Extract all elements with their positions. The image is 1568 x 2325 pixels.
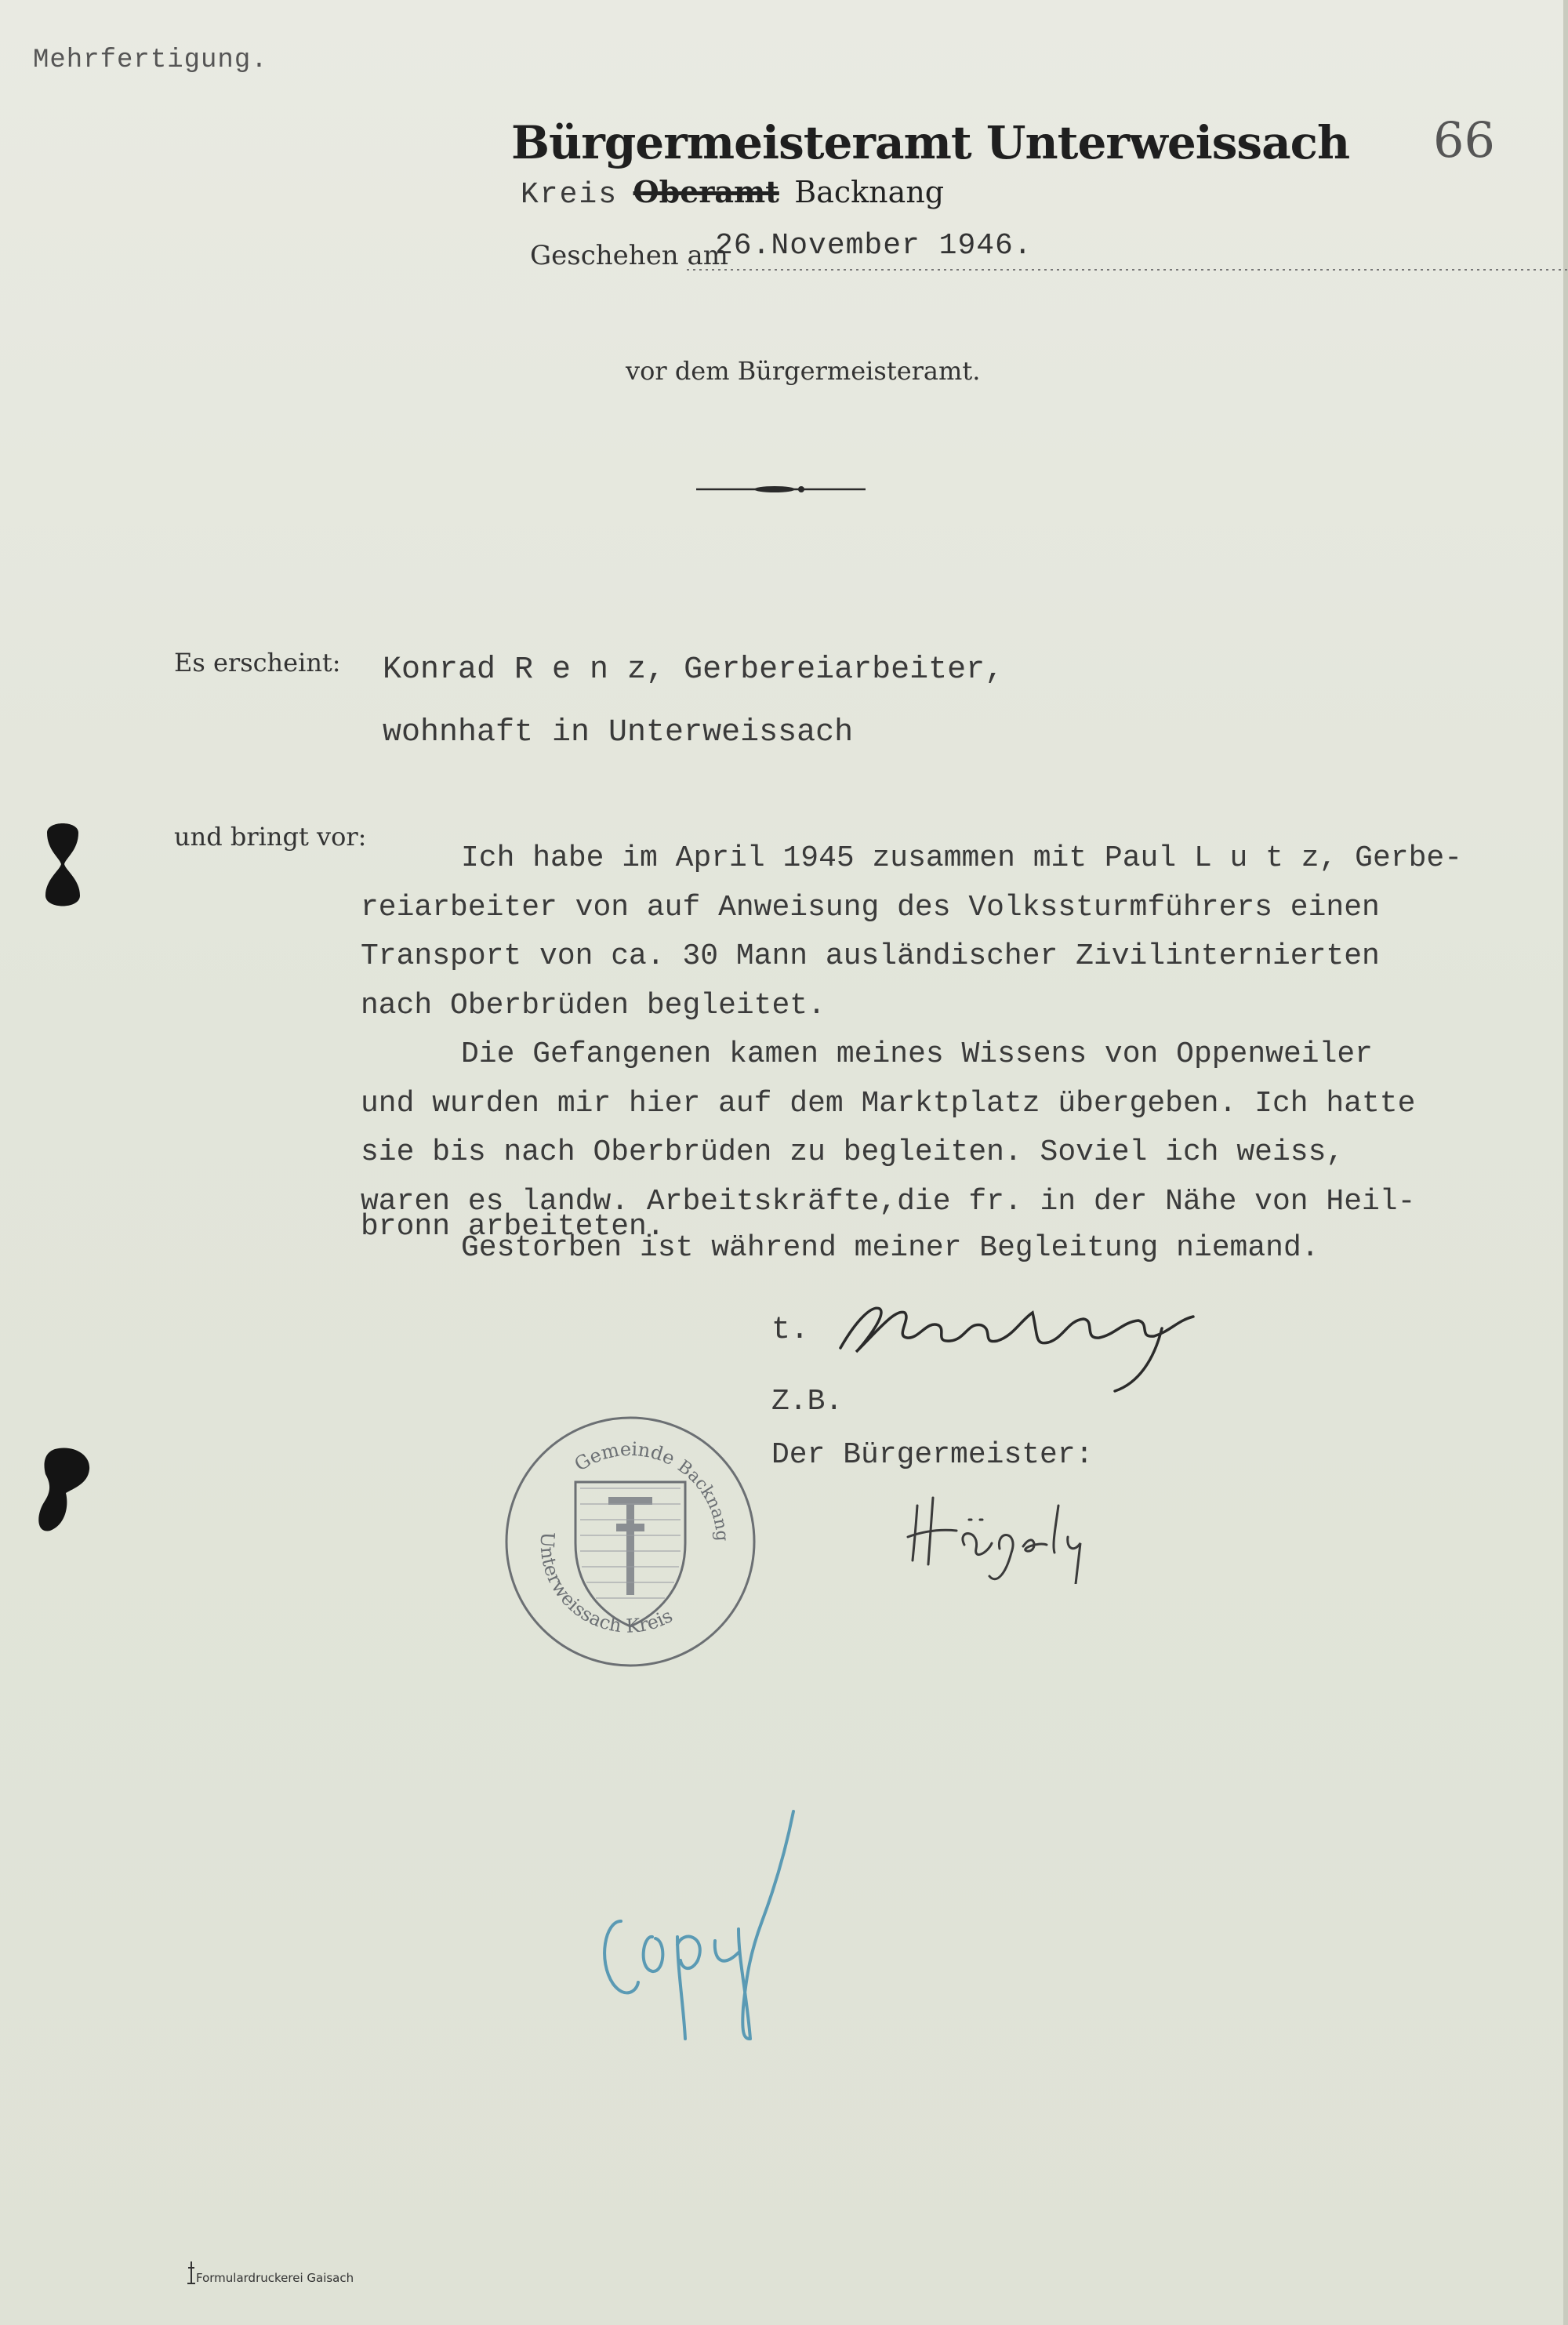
municipal-stamp [499,1410,762,1673]
district-name: Backnang [794,175,945,209]
mayor-label: Der Bürgermeister: [771,1438,1094,1472]
divider-ornament [696,485,866,494]
signature-renz [833,1273,1209,1399]
statement-line: Die Gefangenen kamen meines Wissens von Oppenweiler [461,1037,1373,1071]
person-name: Konrad R e n z, Gerbereiarbeiter, [383,652,1004,688]
t-mark: t. [771,1313,810,1348]
statement-body [361,834,1552,1273]
date-value: 26.November 1946. [715,229,1033,263]
copy-note: Mehrfertigung. [33,45,268,75]
person-address: wohnhaft in Unterweissach [383,715,854,750]
statement-line: reiarbeiter von auf Anweisung des Volkssturmführers einen [361,890,1380,925]
statement-line: waren es landw. Arbeitskräfte,die fr. in der Nähe von Heil- [361,1184,1416,1219]
struck-word: Oberamt [633,174,779,209]
statement-line: nach Oberbrüden begleitet. [361,988,826,1023]
date-line [530,229,1033,271]
statement-line: bronn arbeiteten. [361,1210,665,1244]
punch-hole-upper [41,819,85,911]
date-label: Geschehen am [530,240,729,271]
stamp-top-text: Gemeinde [570,1437,679,1476]
page-number: 66 [1433,111,1495,169]
printer-imprint: Formulardruckerei Gaisach [196,2271,354,2285]
statement-line: Transport von ca. 30 Mann ausländischer Zivilinternierten [361,939,1380,973]
statement-line: Ich habe im April 1945 zusammen mit Paul L u t z, Gerbe- [461,841,1463,875]
kreis-label: Kreis [521,178,619,212]
stamp-right-text: Backnang [673,1456,732,1542]
date-dotted-line [687,268,1568,271]
appears-label: Es erscheint: [174,648,341,678]
anchor-icon [187,2260,196,2287]
statement-line: sie bis nach Oberbrüden zu begleiten. Soviel ich weiss, [361,1135,1345,1169]
statement-line: und wurden mir hier auf dem Marktplatz übergeben. Ich hatte [361,1086,1416,1121]
before-office-line: vor dem Bürgermeisteramt. [626,356,981,386]
copy-pencil-mark [590,1804,935,2054]
statement-label: und bringt vor: [174,822,367,852]
punch-hole-lower [34,1443,94,1535]
zb-mark: Z.B. [771,1385,844,1419]
office-title: Bürgermeisteramt Unterweissach [511,116,1350,169]
kreis-line [521,174,944,212]
signature-mayor [902,1474,1105,1584]
stamp-left-text: Unterweissach Kreis [535,1531,677,1637]
statement-line: Gestorben ist während meiner Begleitung niemand. [461,1230,1319,1265]
